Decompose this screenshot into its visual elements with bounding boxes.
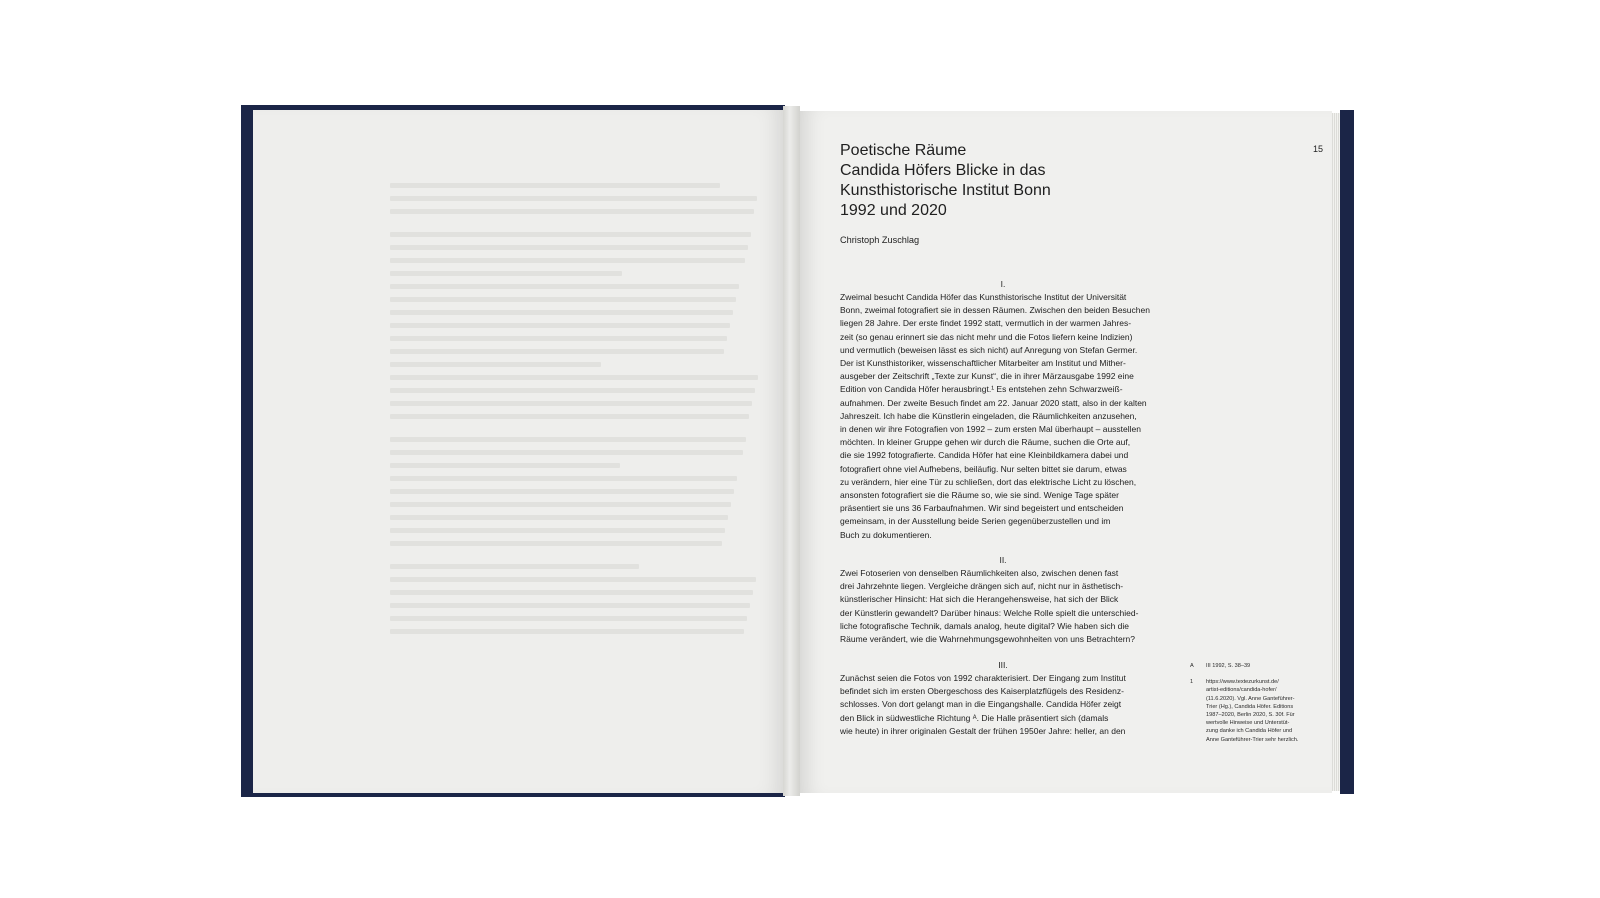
text-line: befindet sich im ersten Obergeschoss des Kaiserplatzflügels des Residenz- bbox=[840, 686, 1124, 697]
title-line: Poetische Räume bbox=[840, 142, 967, 159]
section-numeral-2: II. bbox=[999, 555, 1007, 565]
section-numeral-1: I. bbox=[1000, 279, 1006, 289]
text-line: Zweimal besucht Candida Höfer das Kunsthistorische Institut der Universität bbox=[840, 292, 1127, 302]
text-line: Edition von Candida Höfer herausbringt.¹ Es entstehen zehn Schwarzweiß- bbox=[840, 384, 1123, 395]
text-line: den Blick in südwestliche Richtung ᴬ. Die Halle präsentiert sich (damals bbox=[840, 712, 1109, 723]
book-gutter bbox=[783, 106, 800, 796]
show-through-line bbox=[390, 323, 730, 328]
title-line: Candida Höfers Blicke in das bbox=[840, 162, 1046, 179]
show-through-line bbox=[390, 196, 757, 201]
book-cover-right bbox=[1340, 110, 1354, 794]
page-edges bbox=[1332, 113, 1340, 791]
title-line: Kunsthistorische Institut Bonn bbox=[840, 182, 1051, 199]
text-line: Zunächst seien die Fotos von 1992 charakterisiert. Der Eingang zum Institut bbox=[840, 673, 1126, 683]
show-through-line bbox=[390, 183, 720, 188]
text-line: und vermutlich (beweisen lässt es sich nicht) auf Anregung von Stefan Germer. bbox=[840, 344, 1138, 355]
note-mark: 1 bbox=[1190, 679, 1194, 686]
section-1-body bbox=[840, 291, 1180, 542]
show-through-line bbox=[390, 297, 736, 302]
show-through-line bbox=[390, 414, 749, 419]
note-line: zung danke ich Candida Höfer und bbox=[1206, 728, 1293, 735]
note-line: wertvolle Hinweise und Unterstüt- bbox=[1206, 720, 1290, 727]
article-title bbox=[840, 141, 1200, 221]
text-line: liegen 28 Jahre. Der erste findet 1992 statt, vermutlich in der warmen Jahres- bbox=[840, 318, 1132, 329]
note-line: Trier (Hg.), Candida Höfer. Editions bbox=[1206, 703, 1294, 710]
show-through-line bbox=[390, 245, 748, 250]
text-line: Buch zu dokumentieren. bbox=[840, 529, 932, 540]
show-through-line bbox=[390, 603, 750, 608]
show-through-line bbox=[390, 209, 754, 214]
show-through-line bbox=[390, 590, 753, 595]
show-through-line bbox=[390, 437, 746, 442]
text-line: Bonn, zweimal fotografiert sie in dessen Räumen. Zwischen den beiden Besuchen bbox=[840, 305, 1150, 316]
text-line: präsentiert sie uns 36 Farbaufnahmen. Wir sind begeistert und entscheiden bbox=[840, 503, 1124, 514]
section-numeral-3: III. bbox=[998, 660, 1008, 670]
text-line: zeit (so genau erinnert sie das nicht mehr und die Fotos liefern keine Indizien) bbox=[840, 331, 1133, 342]
show-through-line bbox=[390, 401, 752, 406]
show-through-line bbox=[390, 463, 620, 468]
text-line: Zwei Fotoserien von denselben Räumlichkeiten also, zwischen denen fast bbox=[840, 568, 1119, 578]
text-line: Jahreszeit. Ich habe die Künstlerin eingeladen, die Räumlichkeiten anzusehen, bbox=[840, 410, 1137, 421]
text-line: fotografiert ohne viel Aufhebens, beiläufig. Nur selten bittet sie darum, etwas bbox=[840, 463, 1127, 474]
text-line: gemeinsam, in der Ausstellung beide Serien gegenüberzustellen und im bbox=[840, 516, 1111, 527]
text-line: schlosses. Von dort gelangt man in die Eingangshalle. Candida Höfer zeigt bbox=[840, 699, 1122, 710]
show-through-line bbox=[390, 564, 639, 569]
text-line: aufnahmen. Der zweite Besuch findet am 22. Januar 2020 statt, also in der kalten bbox=[840, 397, 1147, 408]
section-2-body bbox=[840, 567, 1180, 646]
show-through-line bbox=[390, 502, 731, 507]
text-line: drei Jahrzehnte liegen. Vergleiche drängen sich auf, nicht nur in ästhetisch- bbox=[840, 581, 1124, 592]
show-through-line bbox=[390, 362, 601, 367]
note-line: (11.6.2020). Vgl. Anne Ganteführer- bbox=[1206, 695, 1295, 702]
text-line: die sie 1992 fotografierte. Candida Höfer hat eine Kleinbildkamera dabei und bbox=[840, 450, 1129, 461]
show-through-line bbox=[390, 629, 744, 634]
text-line: möchten. In kleiner Gruppe gehen wir durch die Räume, suchen die Orte auf, bbox=[840, 437, 1131, 448]
show-through-line bbox=[390, 349, 724, 354]
title-line: 1992 und 2020 bbox=[840, 202, 947, 219]
margin-notes bbox=[1190, 662, 1298, 744]
show-through-line bbox=[390, 258, 745, 263]
note-line: https://www.textezurkunst.de/ bbox=[1206, 679, 1279, 686]
show-through-line bbox=[390, 450, 743, 455]
text-line: Der ist Kunsthistoriker, wissenschaftlicher Mitarbeiter am Institut und Mither- bbox=[840, 358, 1126, 369]
margin-note bbox=[1190, 662, 1298, 670]
note-text bbox=[1206, 678, 1298, 744]
text-line: Räume verändert, wie die Wahrnehmungsgewohnheiten von uns Betrachtern? bbox=[840, 634, 1135, 645]
note-text bbox=[1206, 662, 1250, 670]
show-through-line bbox=[390, 541, 722, 546]
text-line: liche fotografische Technik, damals analog, heute digital? Wie haben sich die bbox=[840, 620, 1130, 631]
show-through-line bbox=[390, 388, 755, 393]
note-line: artist-editions/candida-hofer/ bbox=[1206, 687, 1277, 694]
author-name: Christoph Zuschlag bbox=[840, 235, 920, 245]
text-line: künstlerischer Hinsicht: Hat sich die Herangehensweise, hat sich der Blick bbox=[840, 594, 1119, 605]
note-line: 1987–2020, Berlin 2020, S. 30f. Für bbox=[1206, 712, 1295, 719]
text-line: zu verändern, hier eine Tür zu schließen, dort das elektrische Licht zu löschen, bbox=[840, 476, 1137, 487]
show-through-line bbox=[390, 375, 758, 380]
show-through-line bbox=[390, 489, 734, 494]
text-line: wie heute) in ihrer originalen Gestalt der frühen 1950er Jahre: heller, an den bbox=[840, 725, 1126, 736]
note-line: III 1992, S. 38–39 bbox=[1206, 663, 1251, 669]
show-through-line bbox=[390, 310, 733, 315]
text-line: ansonsten fotografiert sie die Räume so, wie sie sind. Wenige Tage später bbox=[840, 490, 1119, 501]
note-mark: A bbox=[1190, 663, 1194, 669]
show-through-line bbox=[390, 476, 737, 481]
note-line: Anne Ganteführer-Trier sehr herzlich. bbox=[1206, 736, 1299, 743]
margin-note bbox=[1190, 678, 1298, 744]
show-through-line bbox=[390, 577, 756, 582]
text-line: in denen wir ihre Fotografien von 1992 – zum ersten Mal überhaupt – ausstellen bbox=[840, 424, 1141, 435]
section-3-body bbox=[840, 672, 1180, 738]
page-number: 15 bbox=[1313, 144, 1324, 154]
text-line: der Künstlerin gewandelt? Darüber hinaus: Welche Rolle spielt die unterschied- bbox=[840, 607, 1139, 618]
show-through-line bbox=[390, 271, 622, 276]
show-through-line bbox=[390, 284, 739, 289]
text-line: ausgeber der Zeitschrift „Texte zur Kunst“, die in ihrer Märzausgabe 1992 eine bbox=[840, 371, 1134, 382]
show-through-line bbox=[390, 232, 751, 237]
show-through-line bbox=[390, 336, 727, 341]
show-through-line bbox=[390, 515, 728, 520]
show-through-line bbox=[390, 528, 725, 533]
show-through-line bbox=[390, 616, 747, 621]
